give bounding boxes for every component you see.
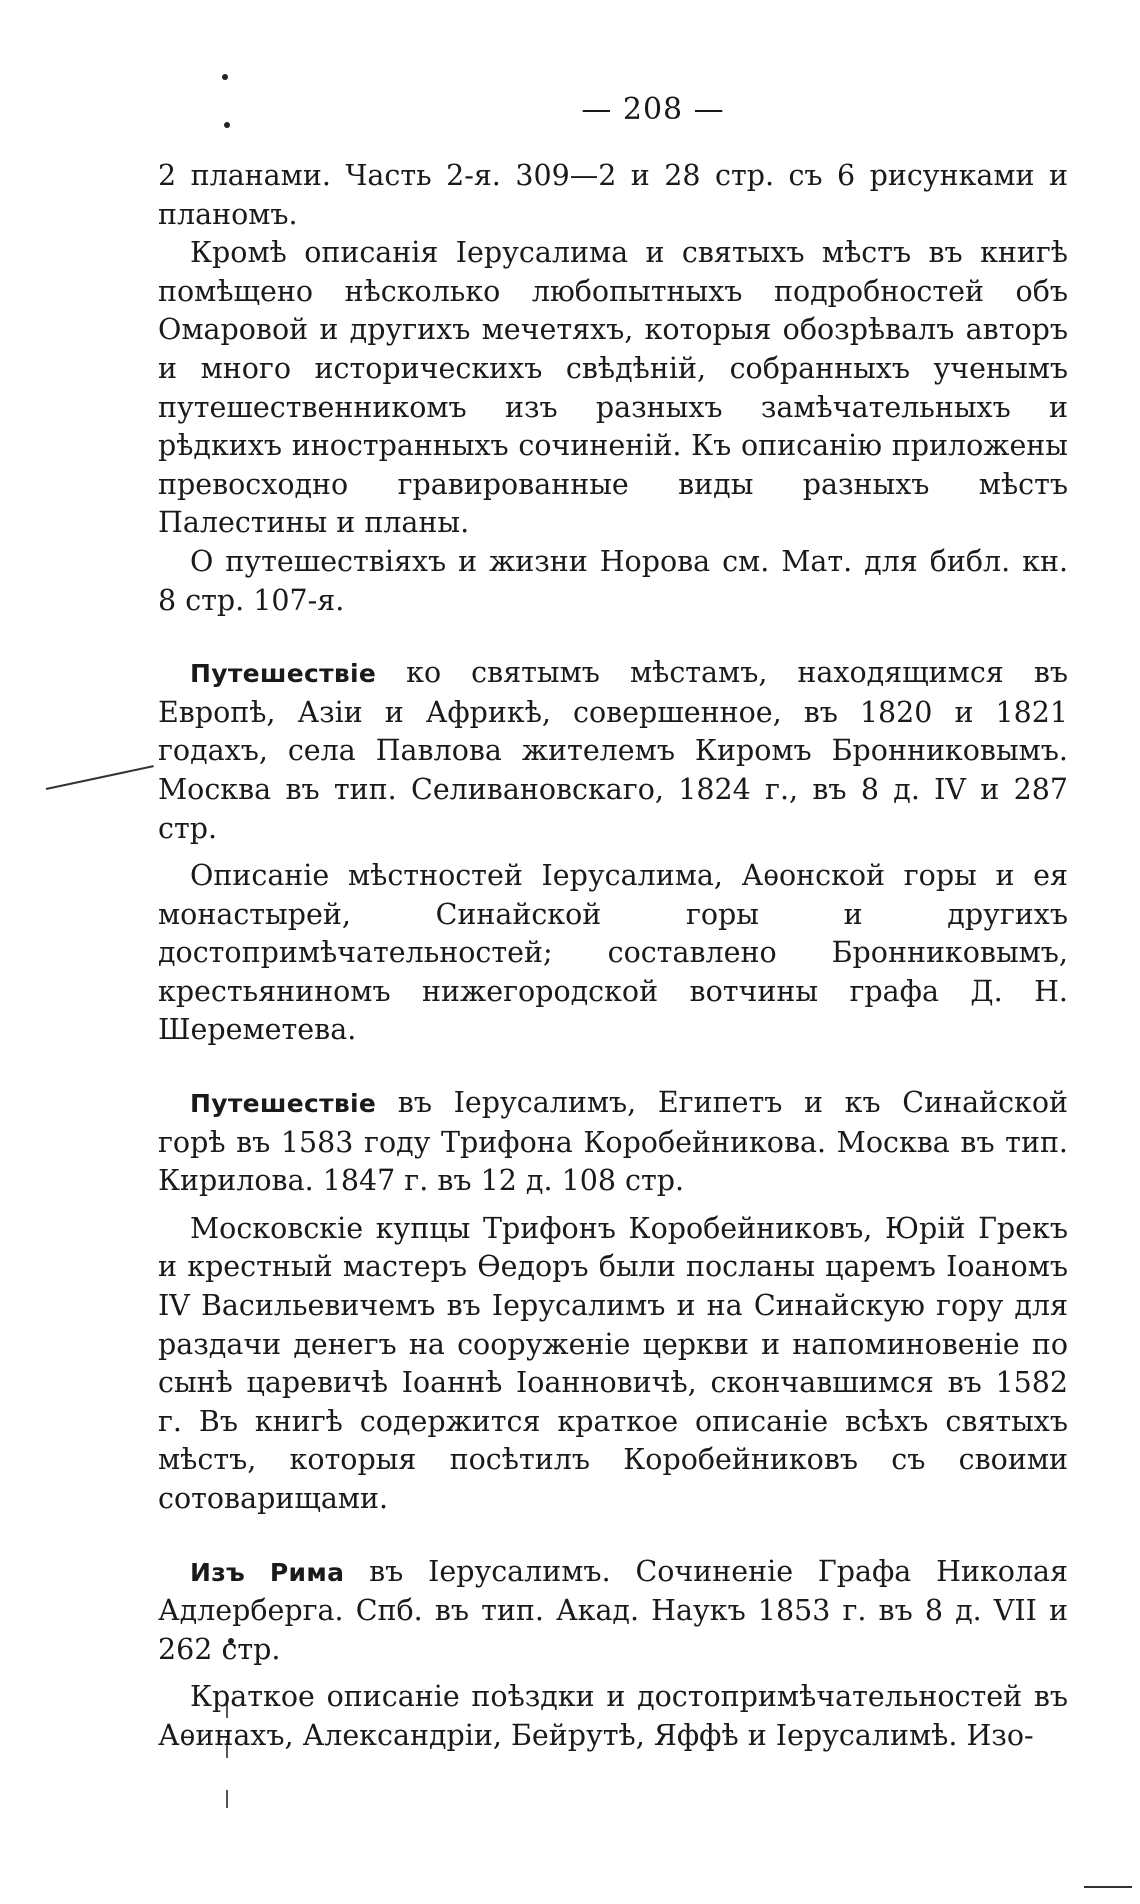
entry-bronnikov — [158, 654, 1068, 848]
scan-edge-tick — [226, 1790, 228, 1808]
entry-korobeinikov — [158, 1084, 1068, 1201]
scan-dot-top — [222, 74, 228, 80]
entry-text: ко святымъ мѣстамъ, находящимся въ Европѣ, Азіи и Африкѣ, совершенное, въ 1820 и 1821 годахъ, села Павлова жителемъ Киромъ Бронниковымъ. Москва въ тип. Селивановскаго, 1824 г., въ 8 д. IV и 287 стр. — [158, 656, 1069, 845]
entry-text: въ Іерусалимъ. Сочиненіе Графа Николая Адлерберга. Спб. въ тип. Акад. Наукъ 1853 г. въ 8 д. VII и 262 стр. — [158, 1554, 1069, 1666]
paragraph-reference: О путешествіяхъ и жизни Норова см. Мат. для библ. кн. 8 стр. 107-я. — [158, 544, 1068, 617]
entry-adlerberg — [158, 1553, 1068, 1670]
entry-adlerberg-description: Краткое описаніе поѣздки и достопримѣчательностей въ Аѳинахъ, Александріи, Бейрутѣ, Яффѣ и Іерусалимѣ. Изо- — [158, 1680, 1068, 1752]
entry-title: Изъ Рима — [190, 1557, 345, 1587]
page-number: — 208 — — [581, 92, 725, 127]
paragraph-description: Кромѣ описанія Іерусалима и святыхъ мѣстъ въ книгѣ помѣщено нѣсколько любопытныхъ подробностей объ Омаровой и другихъ мечетяхъ, которыя обозрѣвалъ авторъ и много историческихъ свѣдѣній, собранныхъ ученымъ путешественникомъ изъ разныхъ замѣчательныхъ и рѣдкихъ иностранныхъ сочиненій. Къ описанію приложены превосходно гравированные виды разныхъ мѣстъ Палестины и планы. — [158, 236, 1068, 540]
entry-title: Путешествіе — [190, 1089, 377, 1119]
book-page — [158, 92, 1068, 1756]
entry-korobeinikov-description: Московскіе купцы Трифонъ Коробейниковъ, Юрій Грекъ и крестный мастеръ Ѳедоръ были посланы царемъ Іоаномъ IV Васильевичемъ въ Іерусалимъ и на Синайскую гору для раздачи денегъ на сооруженіе церкви и напоминовеніе по сынѣ царевичѣ Іоаннѣ Іоанновичѣ, скончавшимся въ 1582 г. Въ книгѣ содержится краткое описаніе всѣхъ святыхъ мѣстъ, которыя посѣтилъ Коробейниковъ съ своими сотоварищами. — [158, 1211, 1068, 1515]
margin-pencil-stroke — [46, 765, 154, 790]
bottom-edge-rule — [1084, 1886, 1132, 1888]
entry-text: въ Іерусалимъ, Египетъ и къ Синайской горѣ въ 1583 году Трифона Коробейникова. Москва въ тип. Кирилова. 1847 г. въ 12 д. 108 стр. — [158, 1086, 1069, 1198]
entry-bronnikov-description: Описаніе мѣстностей Іерусалима, Аѳонской горы и ея монастырей, Синайской горы и другихъ достопримѣчательностей; составлено Бронниковымъ, крестьяниномъ нижегородской вотчины графа Д. Н. Шереметева. — [158, 859, 1068, 1047]
paragraph-plans: 2 планами. Часть 2-я. 309—2 и 28 стр. съ 6 рисунками и планомъ. — [158, 159, 1068, 231]
entry-title: Путешествіе — [190, 659, 377, 689]
